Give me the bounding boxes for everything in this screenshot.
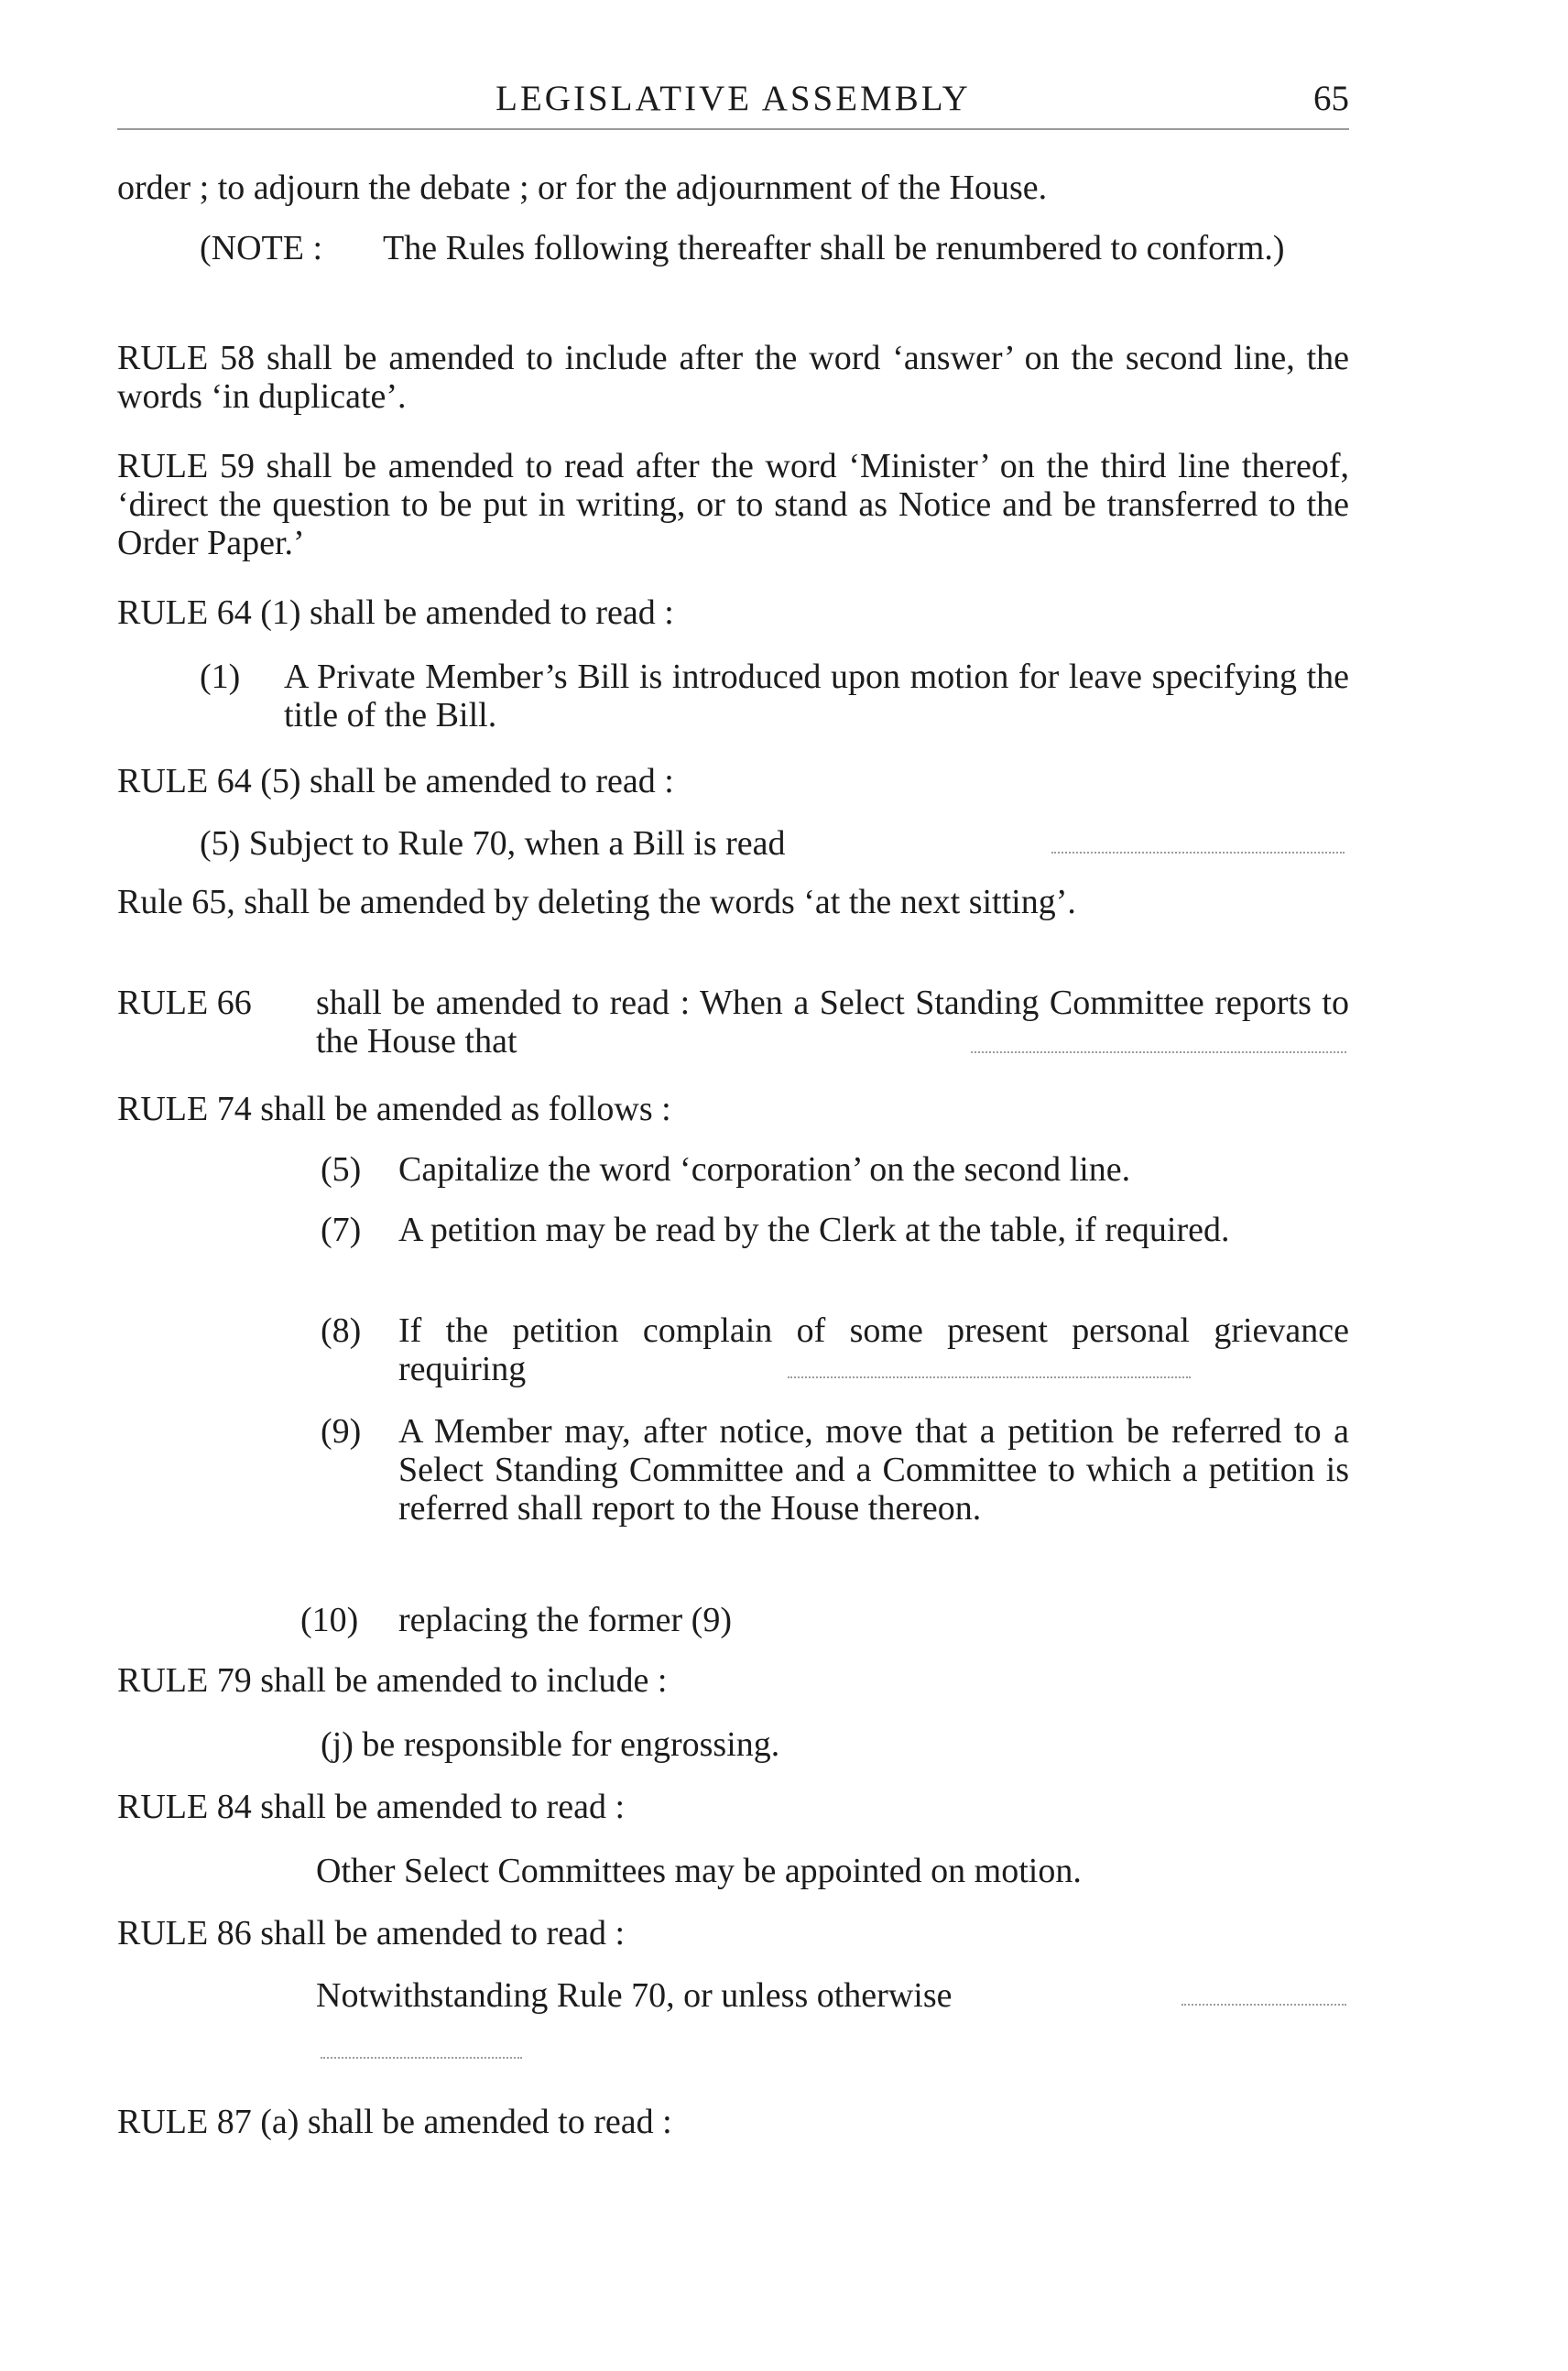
rule-64-5-heading: RULE 64 (5) shall be amended to read :: [117, 762, 674, 800]
rule-79-item: (j) be responsible for engrossing.: [321, 1725, 780, 1764]
dotted-leader: [788, 1376, 1191, 1378]
dotted-leader: [971, 1051, 1346, 1053]
rule-74-item-number: (7): [321, 1211, 362, 1249]
dotted-leader: [321, 2057, 522, 2059]
rule-86-text: Notwithstanding Rule 70, or unless otherwise: [316, 1976, 953, 2015]
rule-64-1-text: A Private Member’s Bill is introduced upon motion for leave specifying the title of the Bill.: [284, 658, 1349, 734]
page-number: 65: [1313, 79, 1349, 118]
dotted-leader: [1051, 852, 1345, 854]
running-title: LEGISLATIVE ASSEMBLY: [495, 79, 971, 118]
rule-79-heading: RULE 79 shall be amended to include :: [117, 1661, 668, 1700]
rule-74-item-number: (10): [300, 1601, 359, 1639]
note-text: The Rules following thereafter shall be renumbered to conform.): [383, 229, 1285, 267]
rule-74-heading: RULE 74 shall be amended as follows :: [117, 1090, 671, 1128]
rule-74-item-text: Capitalize the word ‘corporation’ on the second line.: [398, 1150, 1131, 1189]
rule-74-item-number: (8): [321, 1311, 362, 1350]
rule-74-item-text: replacing the former (9): [398, 1601, 732, 1639]
rule-74-item-text: A Member may, after notice, move that a petition be referred to a Select Standing Committee and a Committee to which a petition is referred shall report to the House thereon.: [398, 1412, 1349, 1528]
rule-64-1-number: (1): [200, 658, 241, 696]
rule-74-item-number: (5): [321, 1150, 362, 1189]
note-label: (NOTE :: [200, 229, 323, 267]
rule-64-5-text: [200, 824, 786, 863]
rule-86-heading: RULE 86 shall be amended to read :: [117, 1914, 626, 1952]
rule-74-item-number: (9): [321, 1412, 362, 1451]
page-header: [117, 77, 1349, 130]
rule-74-item-text: A petition may be read by the Clerk at the table, if required.: [398, 1211, 1230, 1249]
rule-66-label: RULE 66: [117, 984, 252, 1022]
rule-74-item-text: If the petition complain of some present personal grievance requiring: [398, 1311, 1349, 1388]
rule-64-1-heading: RULE 64 (1) shall be amended to read :: [117, 593, 674, 632]
rule-65: Rule 65, shall be amended by deleting the words ‘at the next sitting’.: [117, 883, 1076, 921]
rule-64-5-text-content: (5) Subject to Rule 70, when a Bill is read: [200, 824, 786, 863]
rule-58: RULE 58 shall be amended to include after the word ‘answer’ on the second line, the words ‘in duplicate’.: [117, 339, 1349, 416]
rule-59: RULE 59 shall be amended to read after the word ‘Minister’ on the third line thereof, ‘direct the question to be put in writing, or to stand as Notice and be transferred to the Order Paper.’: [117, 447, 1349, 562]
dotted-leader: [1181, 2004, 1346, 2006]
rule-84-text: Other Select Committees may be appointed on motion.: [316, 1852, 1082, 1890]
paragraph-order-adjourn: order ; to adjourn the debate ; or for the adjournment of the House.: [117, 169, 1048, 207]
rule-84-heading: RULE 84 shall be amended to read :: [117, 1788, 626, 1826]
rule-87-heading: RULE 87 (a) shall be amended to read :: [117, 2103, 672, 2141]
rule-66-text: shall be amended to read : When a Select Standing Committee reports to the House that: [316, 984, 1349, 1060]
